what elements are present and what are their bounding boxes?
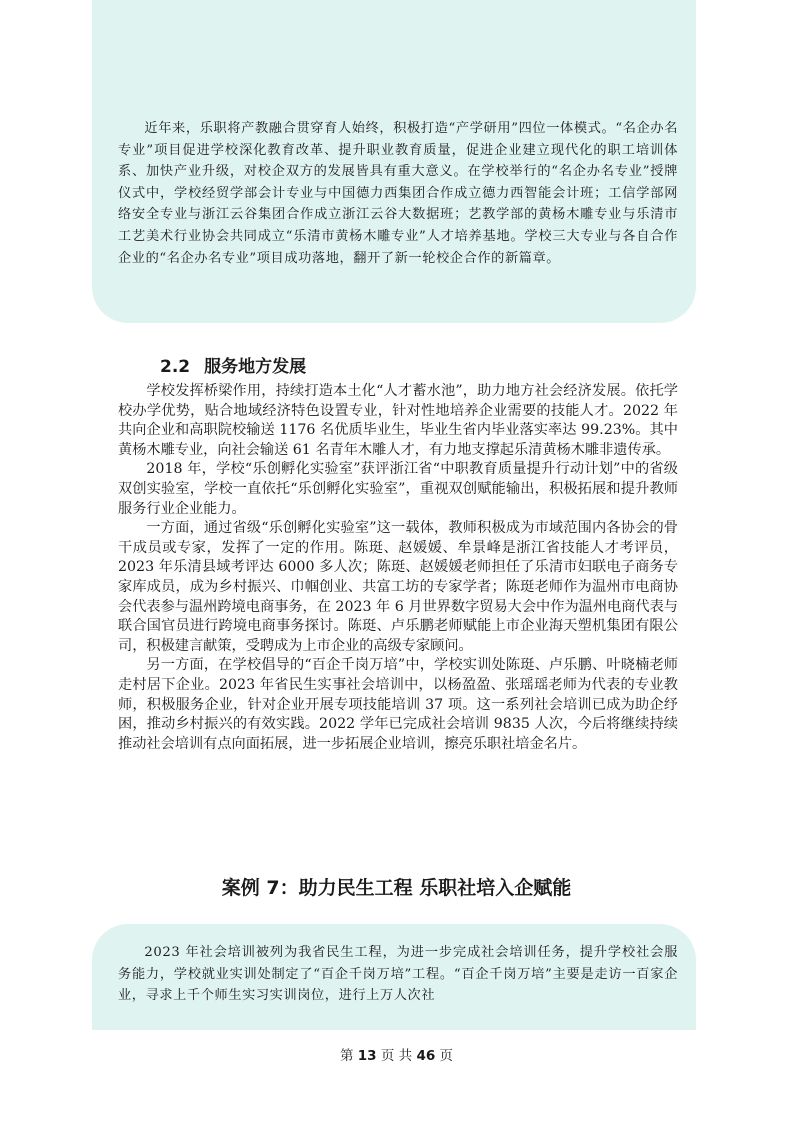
case-heading: 案例 7：助力民生工程 乐职社培入企赋能 [221,877,572,899]
section-number: 2.2 [160,357,191,377]
paragraph: 另一方面，在学校倡导的“百企千岗万培”中，学校实训处陈珽、卢乐鹏、叶晓楠老师走村居下企业。2023 年省民生实事社会培训中，以杨盈盈、张瑶瑶老师为代表的专业教师，积极服务企业，针对企业开展专项技能培训 37 项。这一系列社会培训已成为助企纾困，推动乡村振兴的有效实践。2022 学年已完成社会培训 9835 人次，今后将继续持续推动社会培训有点向面拓展，进一步拓展企业培训，擦亮乐职社培金名片。 [118,657,678,752]
paragraph: 一方面，通过省级“乐创孵化实验室”这一载体，教师积极成为市域范围内各协会的骨干成员或专家，发挥了一定的作用。陈珽、赵媛媛、牟景峰是浙江省技能人才考评员，2023 年乐清县域考评达 6000 多人次；陈珽、赵媛媛老师担任了乐清市妇联电子商务专家库成员，成为乡村振兴、巾帼创业、共富工坊的专家学者；陈珽老师作为温州市电商协会代表参与温州跨境电商事务，在 2023 年 6 月世界数字贸易大会中作为温州电商代表与联合国官员进行跨境电商事务探讨。陈珽、卢乐鹏老师赋能上市企业海天塑机集团有限公司，积极建言献策，受聘成为上市企业的高级专家顾问。 [118,520,678,654]
paragraph: 学校发挥桥梁作用，持续打造本土化“人才蓄水池”，助力地方社会经济发展。依托学校办学优势，贴合地域经济特色设置专业，针对性地培养企业需要的技能人才。2022 年共向企业和高职院校输送 1176 名优质毕业生，毕业生省内毕业落实率达 99.23%。其中黄杨木雕专业，向社会输送 61 名青年木雕人才，有力地支撑起乐清黄杨木雕非遗传承。 [118,383,678,458]
page-footer [0,1044,793,1064]
page-total: 46 [416,1048,436,1064]
case-callout-text-top: 近年来，乐职将产教融合贯穿育人始终，积极打造“产学研用”四位一体模式。“名企办名专业”项目促进学校深化教育改革、提升职业教育质量，促进企业建立现代化的职工培训体系、加快产业升级，对校企双方的发展皆具有重大意义。在学校举行的“名企办名专业”授牌仪式中，学校经贸学部会计专业与中国德力西集团合作成立德力西智能会计班；工信学部网络安全专业与浙江云谷集团合作成立浙江云谷大数据班；艺教学部的黄杨木雕专业与乐清市工艺美术行业协会共同成立“乐清市黄杨木雕专业”人才培养基地。学校三大专业与各自合作企业的“名企办名专业”项目成功落地，翻开了新一轮校企合作的新篇章。 [118,121,678,266]
section-heading [160,352,306,377]
footer-middle: 页 共 [380,1048,413,1064]
footer-prefix: 第 [339,1048,354,1064]
case-callout-text-bottom: 2023 年社会培训被列为我省民生工程，为进一步完成社会培训任务，提升学校社会服务能力，学校就业实训处制定了“百企千岗万培”工程。“百企千岗万培”主要是走访一百家企业，寻求上千个师生实习实训岗位，进行上万人次社 [118,945,678,1004]
footer-suffix: 页 [439,1048,454,1064]
section-title: 服务地方发展 [204,357,307,377]
paragraph: 2018 年，学校“乐创孵化实验室”获评浙江省“中职教育质量提升行动计划”中的省级双创实验室，学校一直依托“乐创孵化实验室”，重视双创赋能输出，积极拓展和提升教师服务行业企业能力。 [118,461,678,517]
section-body [118,382,678,754]
page-number: 13 [357,1048,377,1064]
